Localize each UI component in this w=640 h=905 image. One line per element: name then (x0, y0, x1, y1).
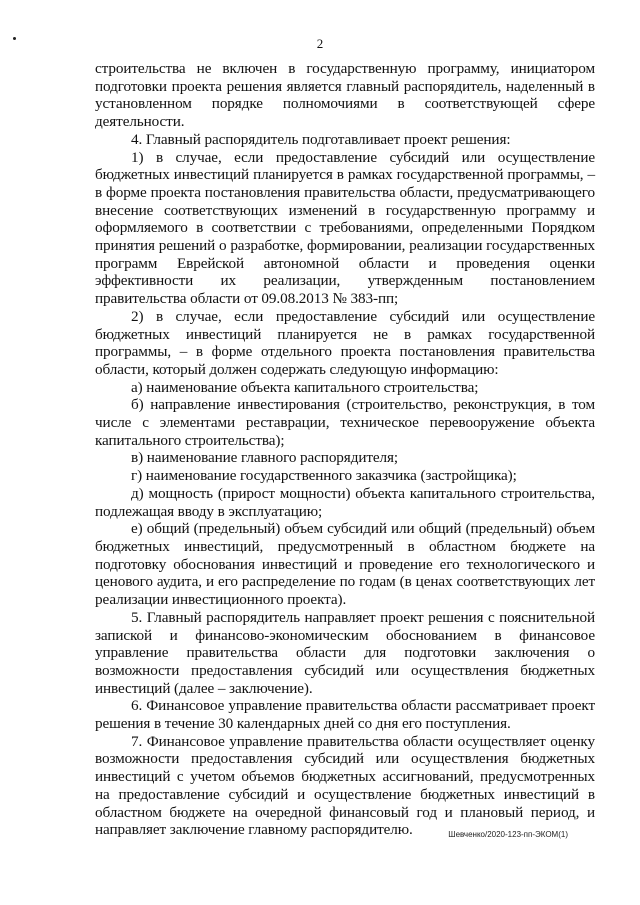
paragraph: 7. Финансовое управление правительства области осуществляет оценку возможности предоставления субсидий или осуществления бюджетных инвестиций с учетом объемов бюджетных ассигнований, предусмотренных на предоставление субсидий и осуществление бюджетных инвестиций в областном бюджете на очередной финансовый год и плановый период, и направляет заключение главному распорядителю. (95, 732, 595, 839)
paragraph: 5. Главный распорядитель направляет проект решения с пояснительной запиской и финансово-экономическим обоснованием в финансовое управление правительства области для подготовки заключения о возможности предоставления субсидий или осуществления бюджетных инвестиций (далее – заключение). (95, 608, 595, 697)
paragraph: строительства не включен в государственную программу, инициатором подготовки проекта решения является главный распорядитель, наделенный в установленном порядке полномочиями в соответствующей сфере деятельности. (95, 60, 595, 131)
paragraph: 6. Финансовое управление правительства области рассматривает проект решения в течение 30 календарных дней со дня его поступления. (95, 697, 595, 733)
paragraph: д) мощность (прирост мощности) объекта капитального строительства, подлежащая вводу в эксплуатацию; (95, 484, 595, 520)
paragraph: в) наименование главного распорядителя; (131, 449, 399, 467)
paragraph: е) общий (предельный) объем субсидий или общий (предельный) объем бюджетных инвестиций, предусмотренный в областном бюджете на подготовку обоснования инвестиций и проведение его технологического и ценового аудита, и его распределение по годам (в ценах соответствующих лет реализации инвестиционного проекта). (95, 520, 595, 609)
page-number: 2 (316, 36, 324, 51)
paragraph: 4. Главный распорядитель подготавливает проект решения: (131, 130, 511, 148)
paragraph: 2) в случае, если предоставление субсидий или осуществление бюджетных инвестиций планируется не в рамках государственной программы, – в форме отдельного проекта постановления правительства области, который должен содержать следующую информацию: (95, 307, 595, 378)
paragraph: 1) в случае, если предоставление субсидий или осуществление бюджетных инвестиций планируется в рамках государственной программы, – в форме проекта постановления правительства области, предусматривающего внесение соответствующих изменений в государственную программу и оформляемого в соответствии с требованиями, определенными Порядком принятия решений о разработке, формировании, реализации государственных программ Еврейской автономной области и проведения оценки эффективности их реализации, утвержденным постановлением правительства области от 09.08.2013 № 383-пп; (95, 148, 595, 308)
paragraph: б) направление инвестирования (строительство, реконструкция, в том числе с элементами реставрации, техническое перевооружение объекта капитального строительства); (95, 396, 595, 449)
document-footer-id: Шевченко/2020-123-пп-ЭКОМ(1) (448, 830, 568, 839)
paragraph: г) наименование государственного заказчика (застройщика); (131, 467, 517, 485)
document-body (95, 60, 595, 839)
paragraph: а) наименование объекта капитального строительства; (131, 378, 479, 396)
